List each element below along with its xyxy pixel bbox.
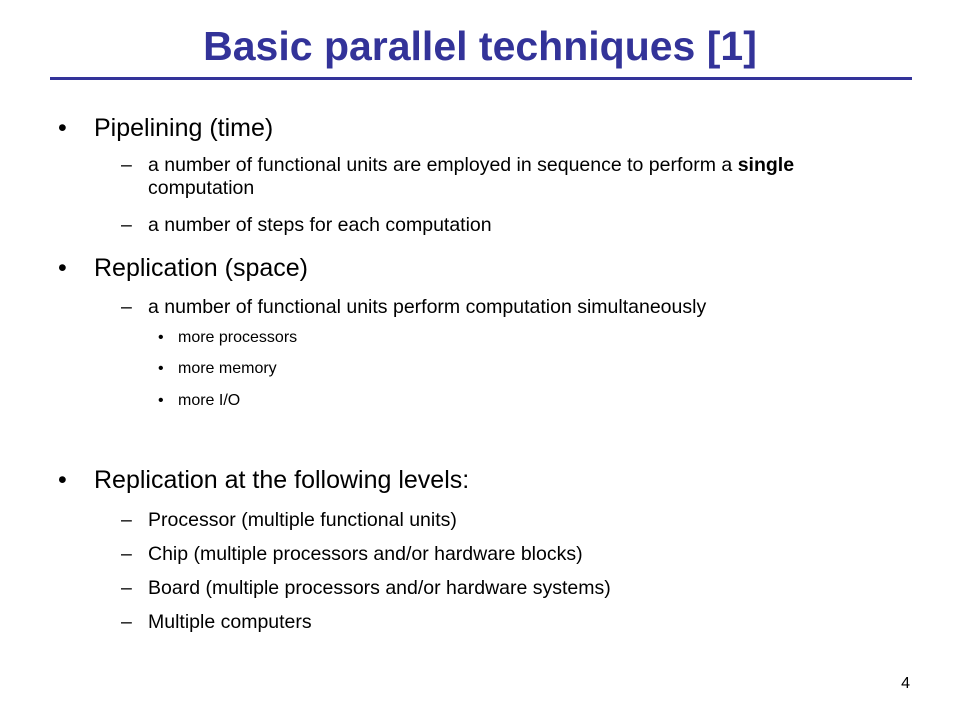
sub-item-text: Multiple computers [148,611,312,633]
page-number: 4 [901,675,910,692]
dash-glyph: – [121,577,132,599]
sub-item-text-part: computation [148,177,255,199]
bullet-glyph: • [158,329,164,346]
sub-item [121,154,841,200]
dash-glyph: – [121,611,132,633]
bullet-glyph: • [158,360,164,377]
sub-item [121,509,457,532]
bullet-text: Replication at the following levels: [94,466,470,494]
bullet-glyph: • [58,114,67,142]
title-underline [50,77,912,80]
bullet-replication-levels [58,465,469,495]
sub-item [121,296,706,319]
dash-glyph: – [121,543,132,565]
emphasis-text: single [737,154,795,176]
bullet-pipelining [58,113,273,143]
slide-title: Basic parallel techniques [1] [203,23,757,69]
sub-item [121,611,312,634]
dash-glyph: – [121,154,132,176]
sub-sub-item-text: more processors [178,329,298,346]
sub-item-text: Board (multiple processors and/or hardware systems) [148,577,611,599]
sub-item-text-part: a number of functional units are employed in sequence to perform a [148,154,738,176]
sub-item-text: a number of functional units perform computation simultaneously [148,296,707,318]
sub-sub-item [158,328,297,348]
sub-item [121,577,611,600]
sub-sub-item-text: more memory [178,360,277,377]
sub-sub-item [158,391,240,411]
dash-glyph: – [121,214,132,236]
bullet-text: Replication (space) [94,254,308,282]
sub-item-text: Chip (multiple processors and/or hardware blocks) [148,543,583,565]
dash-glyph: – [121,509,132,531]
bullet-glyph: • [58,254,67,282]
sub-item [121,214,492,237]
sub-item-text: a number of steps for each computation [148,214,492,236]
bullet-text: Pipelining (time) [94,114,274,142]
bullet-replication-space [58,253,308,283]
dash-glyph: – [121,296,132,318]
sub-sub-item-text: more I/O [178,392,241,409]
bullet-glyph: • [58,466,67,494]
sub-sub-item [158,359,277,379]
bullet-glyph: • [158,392,164,409]
sub-item-text: Processor (multiple functional units) [148,509,457,531]
sub-item [121,543,583,566]
sub-item-text [121,154,841,200]
